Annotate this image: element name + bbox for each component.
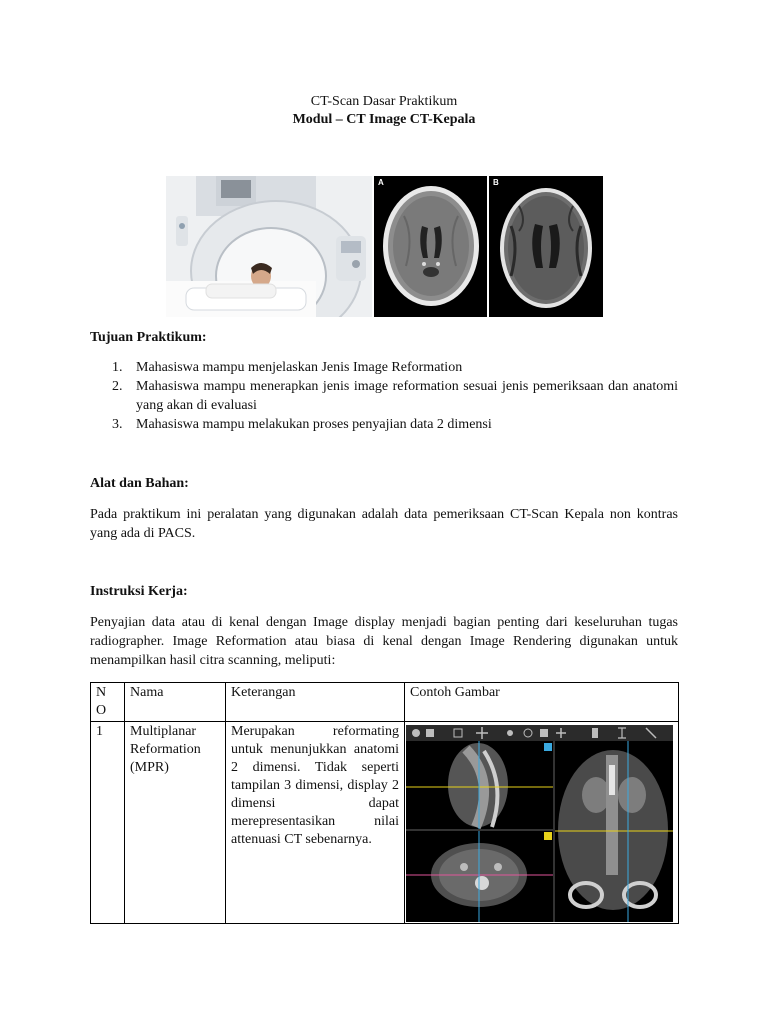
axial-brain-ct-a: [374, 176, 487, 317]
header-keterangan: Keterangan: [226, 683, 405, 722]
cell-nama: Multiplanar Reformation (MPR): [125, 722, 226, 924]
table-row: [91, 722, 679, 924]
materials-text: Pada praktikum ini peralatan yang digunakan adalah data pemeriksaan CT-Scan Kepala non kontras yang ada di PACS.: [90, 507, 678, 541]
instructions-heading: Instruksi Kerja:: [90, 584, 188, 599]
header-contoh-gambar: Contoh Gambar: [405, 683, 679, 722]
list-item: 3. Mahasiswa mampu melakukan proses penyajian data 2 dimensi: [112, 417, 492, 432]
document-title: CT-Scan Dasar Praktikum: [310, 94, 458, 109]
mpr-viewer-screenshot: [406, 725, 673, 922]
table-header-row: [91, 683, 679, 722]
list-item: 1. Mahasiswa mampu menjelaskan Jenis Image Reformation: [112, 360, 463, 375]
header-nama: Nama: [125, 683, 226, 722]
axial-brain-ct-b: [489, 176, 603, 317]
ct-scanner-photo: [166, 176, 372, 317]
module-title: Modul – CT Image CT-Kepala: [292, 112, 476, 127]
objectives-list: [90, 358, 678, 434]
panel-b-label: B: [493, 178, 499, 187]
header-figure: [166, 176, 603, 317]
header-no: N O: [91, 683, 125, 722]
panel-a-label: A: [378, 178, 384, 187]
reformation-table: [90, 682, 679, 924]
objectives-heading: Tujuan Praktikum:: [90, 330, 207, 345]
cell-keterangan: Merupakan reformating untuk menunjukkan anatomi 2 dimensi. Tidak seperti tampilan 3 dimensi, display 2 dimensi dapat merepresentasikan nilai attenuasi CT sebenarnya.: [226, 722, 405, 924]
list-item: 2. Mahasiswa mampu menerapkan jenis image reformation sesuai jenis pemeriksaan dan anatomi yang akan di evaluasi: [112, 379, 678, 413]
materials-heading: Alat dan Bahan:: [90, 476, 189, 491]
cell-contoh-gambar: [405, 722, 679, 924]
instructions-text: Penyajian data atau di kenal dengan Image display menjadi bagian penting dari keseluruhan tugas radiographer. Image Reformation atau biasa di kenal dengan Image Rendering digunakan untuk menampilkan hasil citra scanning, meliputi:: [90, 615, 678, 668]
cell-no: 1: [91, 722, 125, 924]
